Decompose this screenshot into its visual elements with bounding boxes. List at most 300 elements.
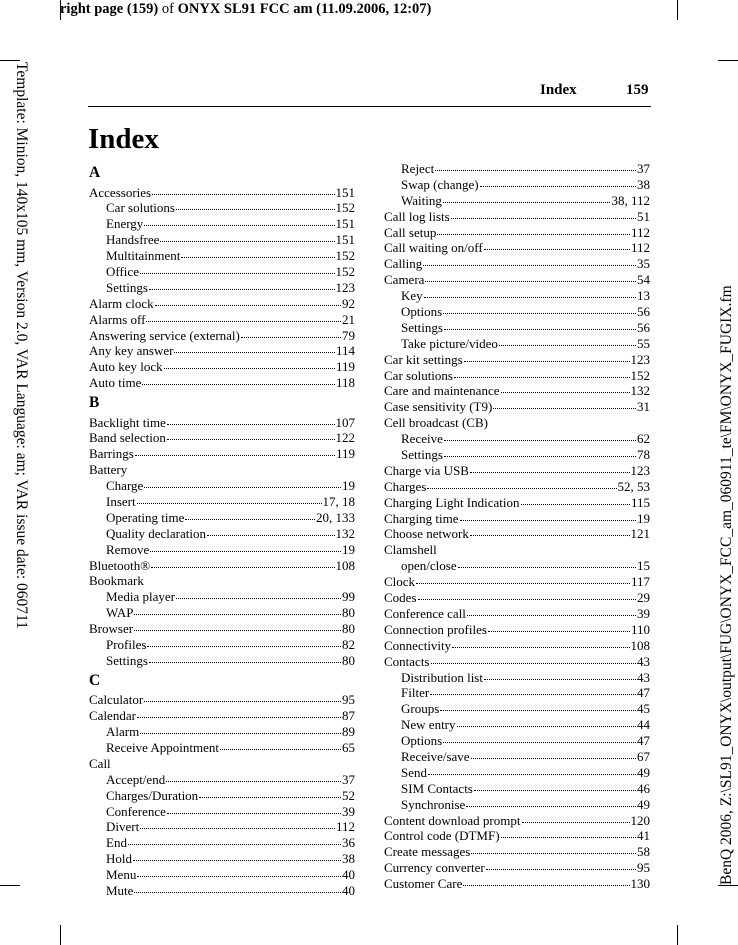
index-term: Conference call xyxy=(384,605,466,621)
index-term: Calling xyxy=(384,256,423,272)
index-term: Control code (DTMF) xyxy=(384,828,500,844)
dot-leader xyxy=(443,192,611,203)
dot-leader xyxy=(151,557,334,568)
index-heading-term: Clamshell xyxy=(384,542,437,558)
index-page-ref: 79 xyxy=(342,327,355,343)
index-page-ref: 38, 112 xyxy=(611,192,650,208)
print-header-page: right page (159) xyxy=(60,1,159,17)
dot-leader xyxy=(521,494,630,505)
index-term: Send xyxy=(401,764,427,780)
index-term: Call log lists xyxy=(384,208,450,224)
index-subentry xyxy=(384,447,650,463)
dot-leader xyxy=(220,739,341,750)
index-term: Car kit settings xyxy=(384,351,463,367)
dot-leader xyxy=(493,398,636,409)
dot-leader xyxy=(150,541,341,552)
dot-leader xyxy=(499,335,636,346)
index-page-ref: 49 xyxy=(637,764,650,780)
index-subentry xyxy=(89,542,355,558)
index-term: Options xyxy=(401,733,443,749)
index-term: Settings xyxy=(401,447,443,463)
dot-leader xyxy=(471,748,636,759)
index-term: New entry xyxy=(401,717,456,733)
index-term: Swap (change) xyxy=(401,176,479,192)
index-term: Settings xyxy=(106,279,148,295)
index-entry xyxy=(384,638,650,654)
index-term: Charges/Duration xyxy=(106,787,199,803)
index-page-ref: 152 xyxy=(630,367,650,383)
index-page-ref: 95 xyxy=(637,860,650,876)
index-term: Answering service (external) xyxy=(89,327,240,343)
dot-leader xyxy=(423,255,636,266)
index-entry xyxy=(384,225,650,241)
dot-leader xyxy=(471,843,636,854)
index-subentry xyxy=(89,605,355,621)
index-page-ref: 51 xyxy=(637,208,650,224)
dot-leader xyxy=(437,224,630,235)
index-subentry xyxy=(89,883,355,899)
index-page-ref: 119 xyxy=(335,446,355,462)
index-page-ref: 122 xyxy=(335,430,355,446)
index-entry xyxy=(384,272,650,288)
dot-leader xyxy=(160,231,334,242)
index-entry xyxy=(384,574,650,590)
index-page-ref: 123 xyxy=(630,351,650,367)
index-term: Settings xyxy=(106,652,148,668)
dot-leader xyxy=(444,430,636,441)
index-entry xyxy=(89,430,355,446)
index-term: Car solutions xyxy=(106,200,175,216)
header-rule xyxy=(88,106,651,107)
index-term: Menu xyxy=(106,867,137,883)
dot-leader xyxy=(147,636,341,647)
index-subentry xyxy=(89,216,355,232)
index-page-ref: 112 xyxy=(335,819,355,835)
dot-leader xyxy=(418,589,637,600)
dot-leader xyxy=(128,834,341,845)
index-page-ref: 13 xyxy=(637,288,650,304)
dot-leader xyxy=(430,684,636,695)
index-term: Office xyxy=(106,263,139,279)
index-entry xyxy=(384,479,650,495)
index-term: Charges xyxy=(384,478,427,494)
print-header xyxy=(60,0,431,20)
index-term: Energy xyxy=(106,216,144,232)
index-page-ref: 151 xyxy=(335,232,355,248)
index-term: Band selection xyxy=(89,430,166,446)
index-term: Create messages xyxy=(384,844,471,860)
index-heading-term: Call xyxy=(89,755,111,771)
index-page-ref: 54 xyxy=(637,272,650,288)
index-subentry xyxy=(384,161,650,177)
dot-leader xyxy=(467,605,636,616)
index-page-ref: 35 xyxy=(637,256,650,272)
index-subentry xyxy=(89,788,355,804)
dot-leader xyxy=(181,247,334,258)
index-heading-term: Cell broadcast (CB) xyxy=(384,415,488,431)
index-subentry xyxy=(384,304,650,320)
index-page-ref: 45 xyxy=(637,701,650,717)
index-entry xyxy=(384,368,650,384)
index-term: Charge via USB xyxy=(384,462,469,478)
index-entry xyxy=(384,844,650,860)
index-page-ref: 21 xyxy=(342,311,355,327)
dot-leader xyxy=(140,723,341,734)
index-subentry xyxy=(89,851,355,867)
dot-leader xyxy=(144,477,341,488)
index-subentry xyxy=(384,781,650,797)
index-page-ref: 108 xyxy=(630,637,650,653)
index-entry xyxy=(384,606,650,622)
dot-leader xyxy=(466,796,636,807)
index-page-ref: 58 xyxy=(637,844,650,860)
dot-leader xyxy=(501,382,630,393)
index-subentry xyxy=(89,280,355,296)
index-subentry xyxy=(89,494,355,510)
index-term: Any key answer xyxy=(89,343,174,359)
index-term: Alarm clock xyxy=(89,295,154,311)
index-page-ref: 39 xyxy=(342,803,355,819)
dot-leader xyxy=(176,588,341,599)
index-term: Connection profiles xyxy=(384,621,487,637)
dot-leader xyxy=(470,462,630,473)
dot-leader xyxy=(427,478,616,489)
index-term: Charge xyxy=(106,478,144,494)
dot-leader xyxy=(241,327,341,338)
index-entry xyxy=(384,256,650,272)
index-entry xyxy=(384,511,650,527)
dot-leader xyxy=(522,812,630,823)
index-term: Alarms off xyxy=(89,311,146,327)
index-term: Reject xyxy=(401,161,435,176)
index-term: Divert xyxy=(106,819,140,835)
index-page-ref: 152 xyxy=(335,248,355,264)
index-subentry xyxy=(384,765,650,781)
index-page-ref: 123 xyxy=(630,462,650,478)
index-term: Remove xyxy=(106,541,150,557)
index-term: Connectivity xyxy=(384,637,452,653)
index-page-ref: 80 xyxy=(342,605,355,621)
dot-leader xyxy=(464,351,630,362)
index-term: Multitainment xyxy=(106,248,181,264)
index-subentry xyxy=(384,670,650,686)
index-subentry xyxy=(89,772,355,788)
index-page-ref: 47 xyxy=(637,685,650,701)
index-page-ref: 123 xyxy=(335,279,355,295)
index-page-ref: 89 xyxy=(342,724,355,740)
crop-mark xyxy=(677,0,678,20)
index-subentry xyxy=(384,288,650,304)
index-term: SIM Contacts xyxy=(401,780,473,796)
crop-mark xyxy=(0,60,20,61)
index-term: Settings xyxy=(401,319,443,335)
index-entry xyxy=(89,328,355,344)
index-page-ref: 44 xyxy=(637,717,650,733)
index-subentry xyxy=(384,797,650,813)
index-page-ref: 38 xyxy=(342,851,355,867)
index-term: Case sensitivity (T9) xyxy=(384,399,493,415)
dot-leader xyxy=(166,771,341,782)
index-section-letter: B xyxy=(89,394,100,412)
index-entry xyxy=(384,860,650,876)
dot-leader xyxy=(457,716,636,727)
index-term: Call waiting on/off xyxy=(384,240,483,256)
index-page-ref: 17, 18 xyxy=(322,494,355,510)
index-page-ref: 114 xyxy=(335,343,355,359)
index-entry xyxy=(384,526,650,542)
index-page-ref: 107 xyxy=(335,414,355,430)
index-term: Backlight time xyxy=(89,414,166,430)
dot-leader xyxy=(470,525,630,536)
index-subentry xyxy=(89,653,355,669)
index-page-ref: 52, 53 xyxy=(617,478,650,494)
index-term: Receive xyxy=(401,431,443,447)
index-term: Choose network xyxy=(384,526,469,542)
index-term: Charging Light Indication xyxy=(384,494,520,510)
dot-leader xyxy=(144,215,334,226)
index-subentry xyxy=(89,819,355,835)
running-header xyxy=(540,82,649,99)
dot-leader xyxy=(452,637,629,648)
dot-leader xyxy=(167,429,335,440)
index-subentry xyxy=(384,701,650,717)
index-term: Camera xyxy=(384,272,425,288)
dot-leader xyxy=(463,875,629,886)
index-subentry xyxy=(89,724,355,740)
index-subentry xyxy=(89,232,355,248)
index-page-ref: 19 xyxy=(342,478,355,494)
running-header-section: Index xyxy=(540,82,577,98)
index-page-ref: 108 xyxy=(335,557,355,573)
index-entry xyxy=(89,558,355,574)
index-entry xyxy=(89,359,355,375)
index-page-ref: 47 xyxy=(637,733,650,749)
print-header-file: ONYX SL91 FCC am (11.09.2006, 12:07) xyxy=(177,1,432,17)
index-page-ref: 19 xyxy=(342,541,355,557)
index-term: Accept/end xyxy=(106,771,166,787)
index-term: Operating time xyxy=(106,509,185,525)
index-page-ref: 132 xyxy=(335,525,355,541)
index-page-ref: 40 xyxy=(342,883,355,899)
index-subentry xyxy=(89,200,355,216)
index-term: Mute xyxy=(106,883,134,899)
dot-leader xyxy=(174,342,334,353)
file-path-info: BenQ 2006, Z:\SL91_ONYX\output\FUG\ONYX_FCC_am_060911_te\FM\ONYX_FUGIX.fm xyxy=(718,285,735,885)
index-subentry xyxy=(384,733,650,749)
index-column-left xyxy=(89,161,355,899)
index-page-ref: 62 xyxy=(637,431,650,447)
index-term: WAP xyxy=(106,605,134,621)
page-title: Index xyxy=(88,123,159,155)
dot-leader xyxy=(134,620,341,631)
index-term: Car solutions xyxy=(384,367,453,383)
dot-leader xyxy=(474,780,636,791)
index-page-ref: 119 xyxy=(335,359,355,375)
dot-leader xyxy=(140,818,335,829)
index-subentry xyxy=(89,248,355,264)
index-page-ref: 37 xyxy=(637,161,650,176)
index-heading-term: Bookmark xyxy=(89,573,144,589)
index-entry xyxy=(89,621,355,637)
index-term: Charging time xyxy=(384,510,459,526)
dot-leader xyxy=(144,691,341,702)
dot-leader xyxy=(137,707,341,718)
index-page-ref: 112 xyxy=(630,240,650,256)
index-page-ref: 78 xyxy=(637,447,650,463)
index-page-ref: 36 xyxy=(342,835,355,851)
index-page-ref: 43 xyxy=(637,653,650,669)
index-term: Bluetooth® xyxy=(89,557,151,573)
print-header-of: of xyxy=(158,1,178,17)
index-subentry xyxy=(384,685,650,701)
index-page-ref: 117 xyxy=(630,574,650,590)
index-term: End xyxy=(106,835,127,851)
index-subentry xyxy=(384,558,650,574)
dot-leader xyxy=(443,303,636,314)
index-page-ref: 82 xyxy=(342,637,355,653)
index-term: Browser xyxy=(89,621,134,637)
index-term: Content download prompt xyxy=(384,812,521,828)
index-entry xyxy=(384,352,650,368)
index-page-ref: 55 xyxy=(637,335,650,351)
index-page-ref: 112 xyxy=(630,224,650,240)
index-entry xyxy=(384,209,650,225)
dot-leader xyxy=(484,669,636,680)
index-term: Accessories xyxy=(89,184,152,200)
index-page-ref: 39 xyxy=(637,605,650,621)
dot-leader xyxy=(152,184,334,195)
index-entry xyxy=(384,399,650,415)
dot-leader xyxy=(458,557,636,568)
index-page-ref: 38 xyxy=(637,176,650,192)
index-subentry xyxy=(384,431,650,447)
index-subentry xyxy=(384,336,650,352)
dot-leader xyxy=(140,263,335,274)
index-page-ref: 151 xyxy=(335,216,355,232)
index-page-ref: 46 xyxy=(637,780,650,796)
index-term: Auto time xyxy=(89,375,142,391)
index-term: Care and maintenance xyxy=(384,383,500,399)
index-subentry xyxy=(89,804,355,820)
dot-leader xyxy=(167,414,335,425)
dot-leader xyxy=(440,700,636,711)
dot-leader xyxy=(443,732,636,743)
dot-leader xyxy=(155,295,341,306)
dot-leader xyxy=(425,271,636,282)
index-heading-term: Battery xyxy=(89,462,128,478)
index-entry xyxy=(384,383,650,399)
index-entry xyxy=(384,590,650,606)
index-page-ref: 40 xyxy=(342,867,355,883)
dot-leader xyxy=(134,604,341,615)
index-term: Waiting xyxy=(401,192,442,208)
index-term: Call setup xyxy=(384,224,437,240)
index-subentry xyxy=(89,835,355,851)
dot-leader xyxy=(460,510,636,521)
index-page-ref: 132 xyxy=(630,383,650,399)
dot-leader xyxy=(435,160,636,171)
index-entry xyxy=(89,343,355,359)
index-page-ref: 99 xyxy=(342,589,355,605)
index-term: Currency converter xyxy=(384,860,485,876)
dot-leader xyxy=(149,652,341,663)
index-term: Insert xyxy=(106,494,136,510)
index-page-ref: 92 xyxy=(342,295,355,311)
index-page-ref: 49 xyxy=(637,796,650,812)
dot-leader xyxy=(134,882,341,893)
index-entry xyxy=(89,312,355,328)
index-entry xyxy=(89,296,355,312)
crop-mark xyxy=(677,925,678,945)
index-entry xyxy=(384,813,650,829)
dot-leader xyxy=(451,208,636,219)
crop-mark xyxy=(718,885,738,886)
index-term: Key xyxy=(401,288,423,304)
index-subentry xyxy=(89,637,355,653)
index-page-ref: 80 xyxy=(342,621,355,637)
dot-leader xyxy=(454,367,630,378)
index-subentry xyxy=(384,320,650,336)
index-subentry xyxy=(384,193,650,209)
index-term: Quality declaration xyxy=(106,525,206,541)
index-page-ref: 152 xyxy=(335,200,355,216)
dot-leader xyxy=(501,827,636,838)
index-subentry xyxy=(89,740,355,756)
index-page-ref: 110 xyxy=(630,621,650,637)
index-term: open/close xyxy=(401,558,457,574)
index-page-ref: 43 xyxy=(637,669,650,685)
index-term: Filter xyxy=(401,685,430,701)
index-page-ref: 56 xyxy=(637,319,650,335)
dot-leader xyxy=(444,446,636,457)
dot-leader xyxy=(133,850,341,861)
crop-mark xyxy=(718,60,738,61)
index-entry xyxy=(89,692,355,708)
index-term: Receive/save xyxy=(401,748,470,764)
index-section-letter: C xyxy=(89,671,101,689)
crop-mark xyxy=(60,925,61,945)
index-page-ref: 80 xyxy=(342,652,355,668)
dot-leader xyxy=(137,866,341,877)
dot-leader xyxy=(164,358,335,369)
index-entry xyxy=(89,415,355,431)
index-subentry xyxy=(89,478,355,494)
dot-leader xyxy=(480,176,636,187)
index-page-ref: 121 xyxy=(630,526,650,542)
dot-leader xyxy=(199,787,341,798)
index-entry xyxy=(384,654,650,670)
dot-leader xyxy=(431,653,637,664)
index-entry xyxy=(384,495,650,511)
dot-leader xyxy=(444,319,636,330)
index-subentry xyxy=(384,717,650,733)
index-page-ref: 29 xyxy=(637,590,650,606)
index-term: Alarm xyxy=(106,724,140,740)
index-term: Media player xyxy=(106,589,175,605)
index-subentry xyxy=(89,589,355,605)
dot-leader xyxy=(488,621,630,632)
index-page-ref: 95 xyxy=(342,692,355,708)
dot-leader xyxy=(167,803,341,814)
index-subentry xyxy=(384,749,650,765)
index-term: Groups xyxy=(401,701,440,717)
dot-leader xyxy=(176,199,335,210)
index-term: Hold xyxy=(106,851,132,867)
index-term: Options xyxy=(401,304,443,320)
index-term: Distribution list xyxy=(401,669,483,685)
index-subentry xyxy=(384,177,650,193)
dot-leader xyxy=(428,764,636,775)
